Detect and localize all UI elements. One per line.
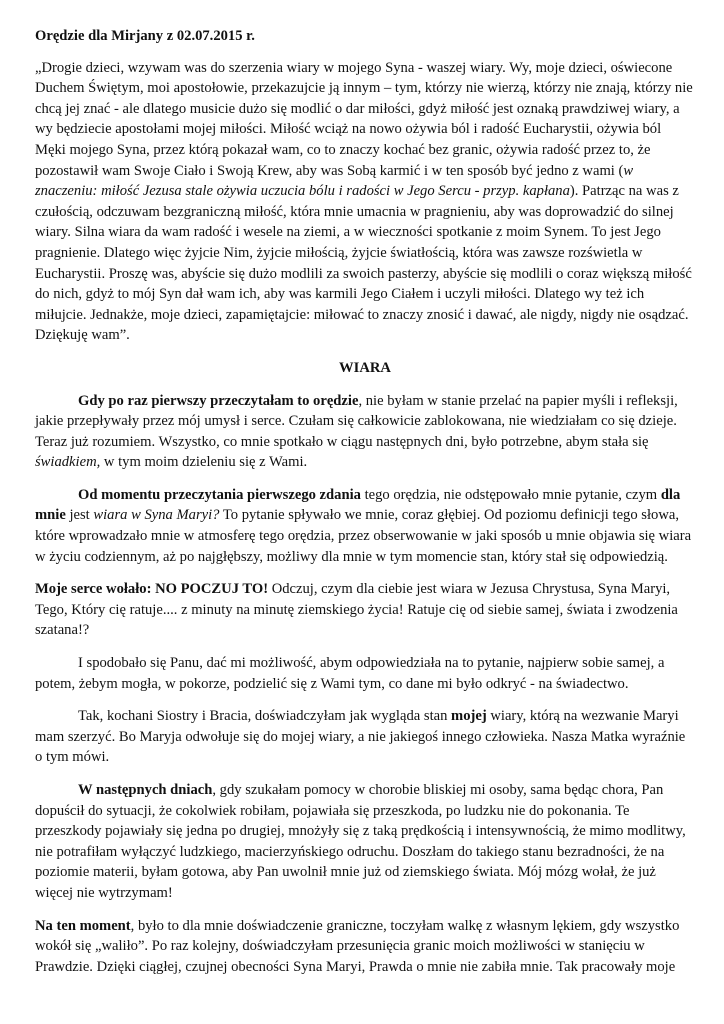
paragraph-6-text: , gdy szukałam pomocy w chorobie bliskiej mi osoby, sama będąc chora, Pan dopuścił do sytuacji, że cokolwiek robiłam, pojawiała się przeszkoda, po ludzku nie do pokonania. Te przeszkody pojawiały się jedna po drugiej, mnożyły się z taką prędkością i intensywnością, że mimo modlitwy, nie potrafiłam wyłączyć ludzkiego, macierzyńskiego odruchu. Doszłam do takiego stanu bezradności, że na poziomie materii, byłam gotowa, aby Pan uwolnił mnie już od ziemskiego świata. Mój mózg wołał, że już więcej nie wytrzymam! xyxy=(35,782,686,901)
paragraph-2-italic: wiara w Syna Maryi? xyxy=(93,507,220,524)
document-title: Orędzie dla Mirjany z 02.07.2015 r. xyxy=(35,28,255,44)
paragraph-1-bold: Gdy po raz pierwszy przeczytałam to orędzie xyxy=(78,392,359,409)
paragraph-2-bold1: Od momentu przeczytania pierwszego zdania xyxy=(78,486,361,503)
message-text-part2: ). Patrząc na was z czułością, odczuwam bezgraniczną miłość, która mnie umacnia w pragnieniu, aby was doprowadzić do silnej wiary. Silna wiara da wam radość i wesele na ziemi, a w wieczności spotkanie z moim Synem. To jest Jego pragnienie. Dlatego więc żyjcie Nim, żyjcie miłością, żyjcie światłością, która was zawsze rozświetla w Eucharystii. Proszę was, abyście się dużo modlili za swoich pasterzy, abyście się modlili o coraz większą miłość do nich, gdyż to mój Syn dał wam ich, aby was karmili Jego Ciałem i uczyli miłości. Dlatego wy też ich miłujcie. Jednakże, moje dzieci, zapamiętajcie: miłować to znaczy znosić i dawać, ale nigdy, nigdy nie osądzać. Dziękuję wam”. xyxy=(35,183,692,344)
paragraph-2-bold2: dla mnie xyxy=(35,486,681,524)
paragraph-3-text: Odczuj, czym dla ciebie jest wiara w Jezusa Chrystusa, Syna Maryi, Tego, Który cię ratuje.... z minuty na minutę ziemskiego życia! Ratuje cię od siebie samej, świata i zwodzenia szatana!? xyxy=(35,581,678,639)
paragraph-2-text3: To pytanie spływało we mnie, coraz głębiej. Od poziomu definicji tego słowa, które wprowadzało mnie w atmosferę tego orędzia, przez obserwowanie w jaki sposób u mnie objawia się wiara w życiu codziennym, aż po najgłębszy, możliwy dla mnie w tym momencie stan, który stał się odpowiedzią. xyxy=(35,507,692,565)
paragraph-6-bold: W następnych dniach xyxy=(78,782,213,798)
paragraph-5-text2: wiary, którą na wezwanie Maryi mam szerzyć. Bo Maryja odwołuje się do mojej wiary, a nie jakiegoś innego człowieka. Nasza Matka wyraźnie o tym mówi. xyxy=(35,708,686,766)
paragraph-1-text2: w tym moim dzieleniu się z Wami. xyxy=(100,454,308,471)
paragraph-1-italic: świadkiem, xyxy=(35,454,101,471)
paragraph-2 xyxy=(35,485,695,567)
paragraph-2-text2: jest xyxy=(65,507,94,524)
paragraph-3-bold: Moje serce wołało: NO POCZUJ TO! xyxy=(35,581,269,598)
message-paragraph xyxy=(35,58,695,346)
paragraph-1-text1: , nie byłam w stanie przelać na papier myśli i refleksji, jakie przepływały przez mój umysł i serce. Czułam się całkowicie zablokowana, nie wiedziałam co się dzieje. Teraz już rozumiem. Wszystko, co mnie spotkało w ciągu następnych dni, było potrzebne, abym stała się xyxy=(35,392,678,450)
paragraph-7-text: , było to dla mnie doświadczenie graniczne, toczyłam walkę z własnym lękiem, gdy wszystko wokół się „waliło”. Po raz kolejny, doświadczyłam przesunięcia granic moich możliwości w stanięciu w Prawdzie. Dzięki ciągłej, czujnej obecności Syna Maryi, Prawda o mnie nie zabiła mnie. Tak pracowały moje xyxy=(35,917,680,975)
paragraph-5-text1: Tak, kochani Siostry i Bracia, doświadczyłam jak wygląda stan xyxy=(78,708,452,725)
paragraph-7-bold: Na ten moment xyxy=(35,917,131,934)
paragraph-2-text1: tego orędzia, nie odstępowało mnie pytanie, czym xyxy=(360,486,661,503)
message-text-part1: „Drogie dzieci, wzywam was do szerzenia wiary w mojego Syna - waszej wiary. Wy, moje dzieci, oświecone Duchem Świętym, moi apostołowie, przekazujcie ją innym – tym, którzy nie wierzą, którzy nie znają, którzy nie chcą jej znać - ale dlatego musicie dużo się modlić o dar miłości, gdyż miłość jest oznaką prawdziwej wiary, a wy będziecie apostołami mojej miłości. Miłość wciąż na nowo ożywia ból i radość Eucharystii, ożywia ból Męki mojego Syna, przez którą pokazał wam, co to znaczy kochać bez granic, ożywia radość przez to, że pozostawił wam Swoje Ciało i Swoją Krew, aby was Sobą karmić i w ten sposób być jedno z wami ( xyxy=(35,59,693,179)
translator-note: w znaczeniu: miłość Jezusa stale ożywia uczucia bólu i radości w Jego Sercu - przyp. kapłana xyxy=(35,162,634,200)
section-heading: WIARA xyxy=(339,359,391,376)
paragraph-5-bold: mojej xyxy=(451,708,487,725)
document-page xyxy=(35,26,695,989)
paragraph-4: I spodobało się Panu, dać mi możliwość, abym odpowiedziała na to pytanie, najpierw sobie samej, a potem, żebym mogła, w pokorze, podzielić się z Wami tym, co dane mi było odkryć - na świadectwo. xyxy=(35,655,665,692)
paragraph-3 xyxy=(35,579,695,641)
paragraph-6 xyxy=(35,780,695,904)
paragraph-7 xyxy=(35,916,695,978)
paragraph-1 xyxy=(35,391,695,473)
paragraph-5 xyxy=(35,706,695,768)
